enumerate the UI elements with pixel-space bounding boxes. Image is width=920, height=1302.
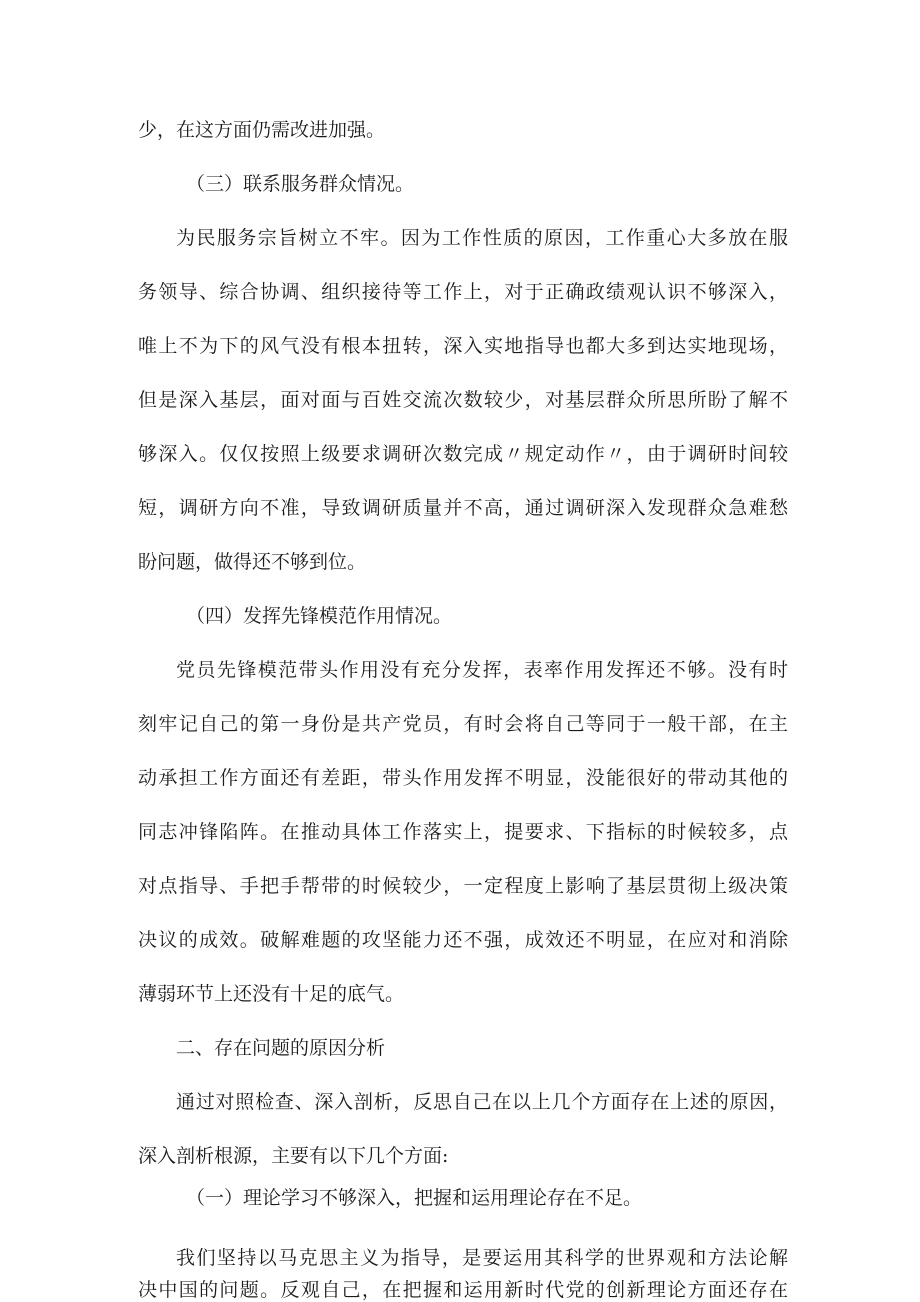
text-line-15: 对点指导、手把手帮带的时候较少，一定程度上影响了基层贯彻上级决策 (138, 875, 788, 897)
text-line-17: 薄弱环节上还没有十足的底气。 (138, 983, 405, 1005)
section-heading-1: （一）理论学习不够深入，把握和运用理论存在不足。 (186, 1187, 643, 1209)
text-line-23: 决中国的问题。反观自己，在把握和运用新时代党的创新理论方面还存在 (138, 1279, 788, 1301)
text-line-19: 通过对照检查、深入剖析，反思自己在以上几个方面存在上述的原因， (176, 1091, 788, 1113)
text-line-22: 我们坚持以马克思主义为指导，是要运用其科学的世界观和方法论解 (176, 1247, 788, 1269)
text-line-6: 但是深入基层，面对面与百姓交流次数较少，对基层群众所思所盼了解不 (138, 389, 788, 411)
section-heading-4: （四）发挥先锋模范作用情况。 (186, 605, 453, 627)
text-line-20: 深入剖析根源，主要有以下几个方面: (138, 1145, 449, 1167)
text-line-7: 够深入。仅仅按照上级要求调研次数完成〃规定动作〃，由于调研时间较 (138, 443, 788, 465)
text-line-12: 刻牢记自己的第一身份是共产党员，有时会将自己等同于一般干部，在主 (138, 713, 788, 735)
text-line-11: 党员先锋模范带头作用没有充分发挥，表率作用发挥还不够。没有时 (176, 659, 788, 681)
text-line-3: 为民服务宗旨树立不牢。因为工作性质的原因，工作重心大多放在服 (176, 227, 788, 249)
text-line-8: 短，调研方向不准，导致调研质量并不高，通过调研深入发现群众急难愁 (138, 497, 788, 519)
text-line-5: 唯上不为下的风气没有根本扭转，深入实地指导也都大多到达实地现场， (138, 335, 788, 357)
section-heading-3: （三）联系服务群众情况。 (186, 173, 415, 195)
text-line-1: 少，在这方面仍需改进加强。 (138, 119, 386, 141)
text-line-16: 决议的成效。破解难题的攻坚能力还不强，成效还不明显，在应对和消除 (138, 929, 788, 951)
text-line-14: 同志冲锋陷阵。在推动具体工作落实上，提要求、下指标的时候较多，点 (138, 821, 788, 843)
section-heading-ii: 二、存在问题的原因分析 (176, 1037, 386, 1059)
text-line-4: 务领导、综合协调、组织接待等工作上，对于正确政绩观认识不够深入， (138, 281, 788, 303)
text-line-9: 盼问题，做得还不够到位。 (138, 551, 367, 573)
text-line-13: 动承担工作方面还有差距，带头作用发挥不明显，没能很好的带动其他的 (138, 767, 788, 789)
